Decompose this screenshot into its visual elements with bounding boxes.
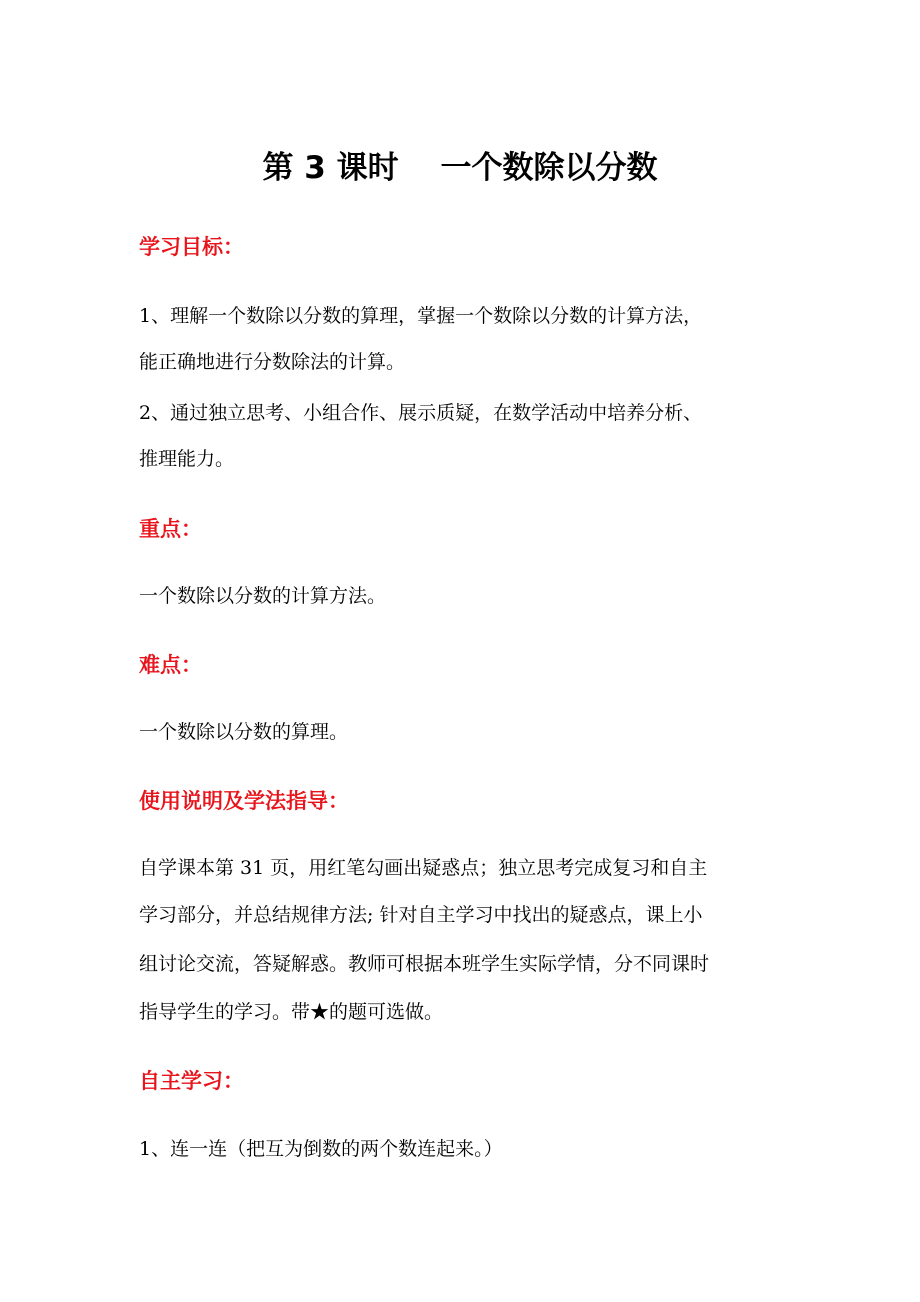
guidance-heading: 使用说明及学法指导：	[139, 789, 349, 813]
guidance-line-3: 组讨论交流，答疑解惑。教师可根据本班学生实际学情，分不同课时	[139, 953, 710, 975]
key-point-line-1: 一个数除以分数的计算方法。	[139, 585, 387, 607]
objectives-line-2: 能正确地进行分数除法的计算。	[139, 351, 406, 373]
difficulty-line-1: 一个数除以分数的算理。	[139, 721, 349, 743]
self-study-line-1: 1、连一连（把互为倒数的两个数连起来。）	[139, 1138, 503, 1160]
lesson-title: 第 3 课时 一个数除以分数	[262, 150, 658, 186]
guidance-line-4: 指导学生的学习。带★的题可选做。	[139, 1001, 444, 1023]
objectives-line-4: 推理能力。	[139, 448, 235, 470]
guidance-line-1: 自学课本第 31 页，用红笔勾画出疑惑点；独立思考完成复习和自主	[139, 857, 708, 879]
guidance-line-2: 学习部分，并总结规律方法; 针对自主学习中找出的疑惑点，课上小	[139, 904, 703, 926]
key-point-heading: 重点：	[139, 517, 202, 541]
objectives-line-3: 2、通过独立思考、小组合作、展示质疑，在数学活动中培养分析、	[139, 402, 703, 424]
difficulty-heading: 难点：	[139, 653, 202, 677]
objectives-heading: 学习目标：	[139, 235, 244, 259]
objectives-line-1: 1、理解一个数除以分数的算理，掌握一个数除以分数的计算方法，	[139, 305, 703, 327]
self-study-heading: 自主学习：	[139, 1069, 244, 1093]
